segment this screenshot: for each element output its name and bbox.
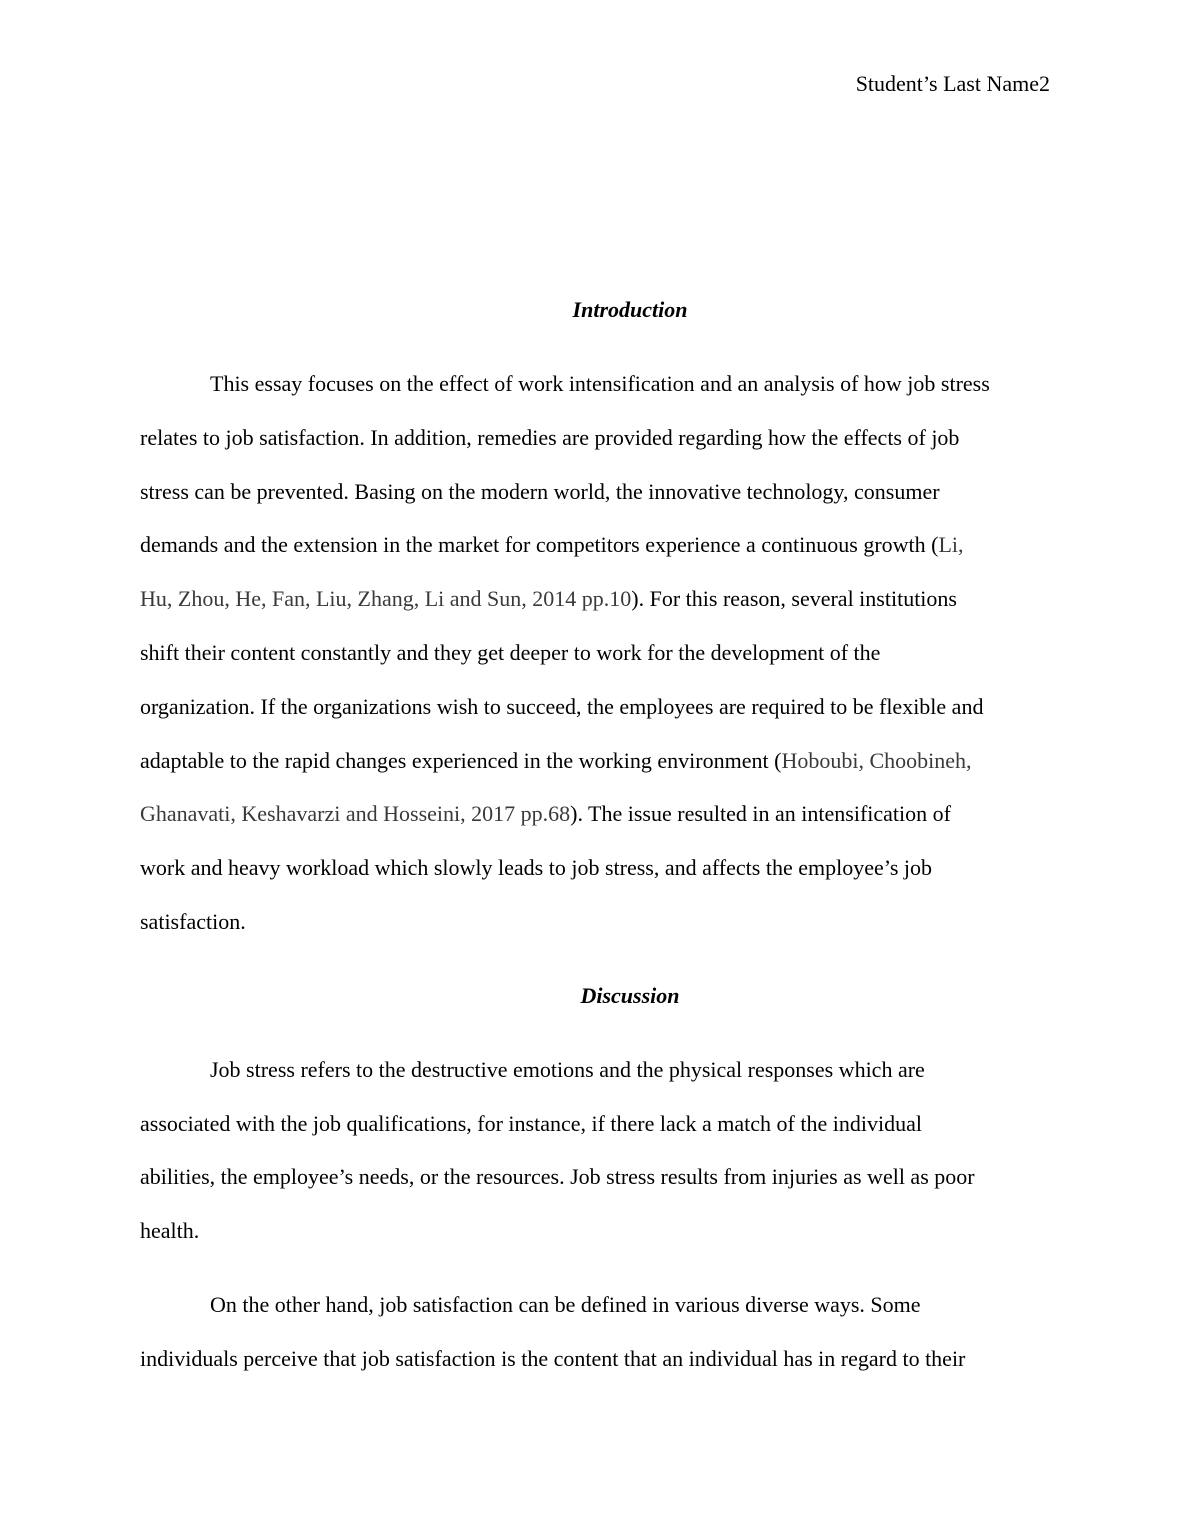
text-line: relates to job satisfaction. In addition, remedies are provided regarding how the effects of job: [140, 424, 960, 450]
text-line: Job stress refers to the destructive emotions and the physical responses which are: [210, 1056, 925, 1082]
text-line: [140, 787, 1050, 841]
text-line: health.: [140, 1218, 200, 1244]
text-segment: demands and the extension in the market for competitors experience a continuous growth (: [140, 532, 939, 558]
discussion-paragraph: [140, 1278, 1050, 1386]
text-line: [140, 734, 1050, 788]
text-segment: ). The issue resulted in an intensification of: [570, 801, 951, 827]
introduction-heading: Introduction: [572, 297, 688, 322]
text-line: associated with the job qualifications, for instance, if there lack a match of the individual: [140, 1110, 922, 1136]
text-line: work and heavy workload which slowly leads to job stress, and affects the employee’s job: [140, 855, 933, 881]
text-segment: ). For this reason, several institutions: [631, 586, 957, 612]
citation: Hoboubi, Choobineh,: [781, 747, 972, 773]
text-line: [140, 518, 1050, 572]
text-line: abilities, the employee’s needs, or the resources. Job stress results from injuries as well as poor: [140, 1164, 975, 1190]
citation: Ghanavati, Keshavarzi and Hosseini, 2017 pp.68: [140, 801, 571, 827]
discussion-paragraph: [140, 1043, 1050, 1258]
discussion-heading: Discussion: [580, 982, 680, 1008]
document-body: [140, 283, 1050, 1386]
text-line: organization. If the organizations wish to succeed, the employees are required to be flexible and: [140, 693, 984, 719]
running-head: Student’s Last Name2: [855, 71, 1050, 96]
text-segment: adaptable to the rapid changes experienced in the working environment (: [140, 747, 782, 773]
introduction-paragraph: [140, 357, 1050, 949]
text-line: stress can be prevented. Basing on the modern world, the innovative technology, consumer: [140, 478, 940, 504]
citation: Li,: [938, 532, 964, 558]
text-line: satisfaction.: [140, 908, 246, 934]
text-line: On the other hand, job satisfaction can be defined in various diverse ways. Some: [210, 1291, 921, 1317]
text-line: [140, 572, 1050, 626]
citation: Hu, Zhou, He, Fan, Liu, Zhang, Li and Sun, 2014 pp.10: [140, 586, 632, 612]
text-line: shift their content constantly and they get deeper to work for the development of the: [140, 639, 881, 665]
text-line: individuals perceive that job satisfaction is the content that an individual has in regard to their: [140, 1345, 966, 1371]
text-line: This essay focuses on the effect of work intensification and an analysis of how job stress: [210, 371, 990, 396]
